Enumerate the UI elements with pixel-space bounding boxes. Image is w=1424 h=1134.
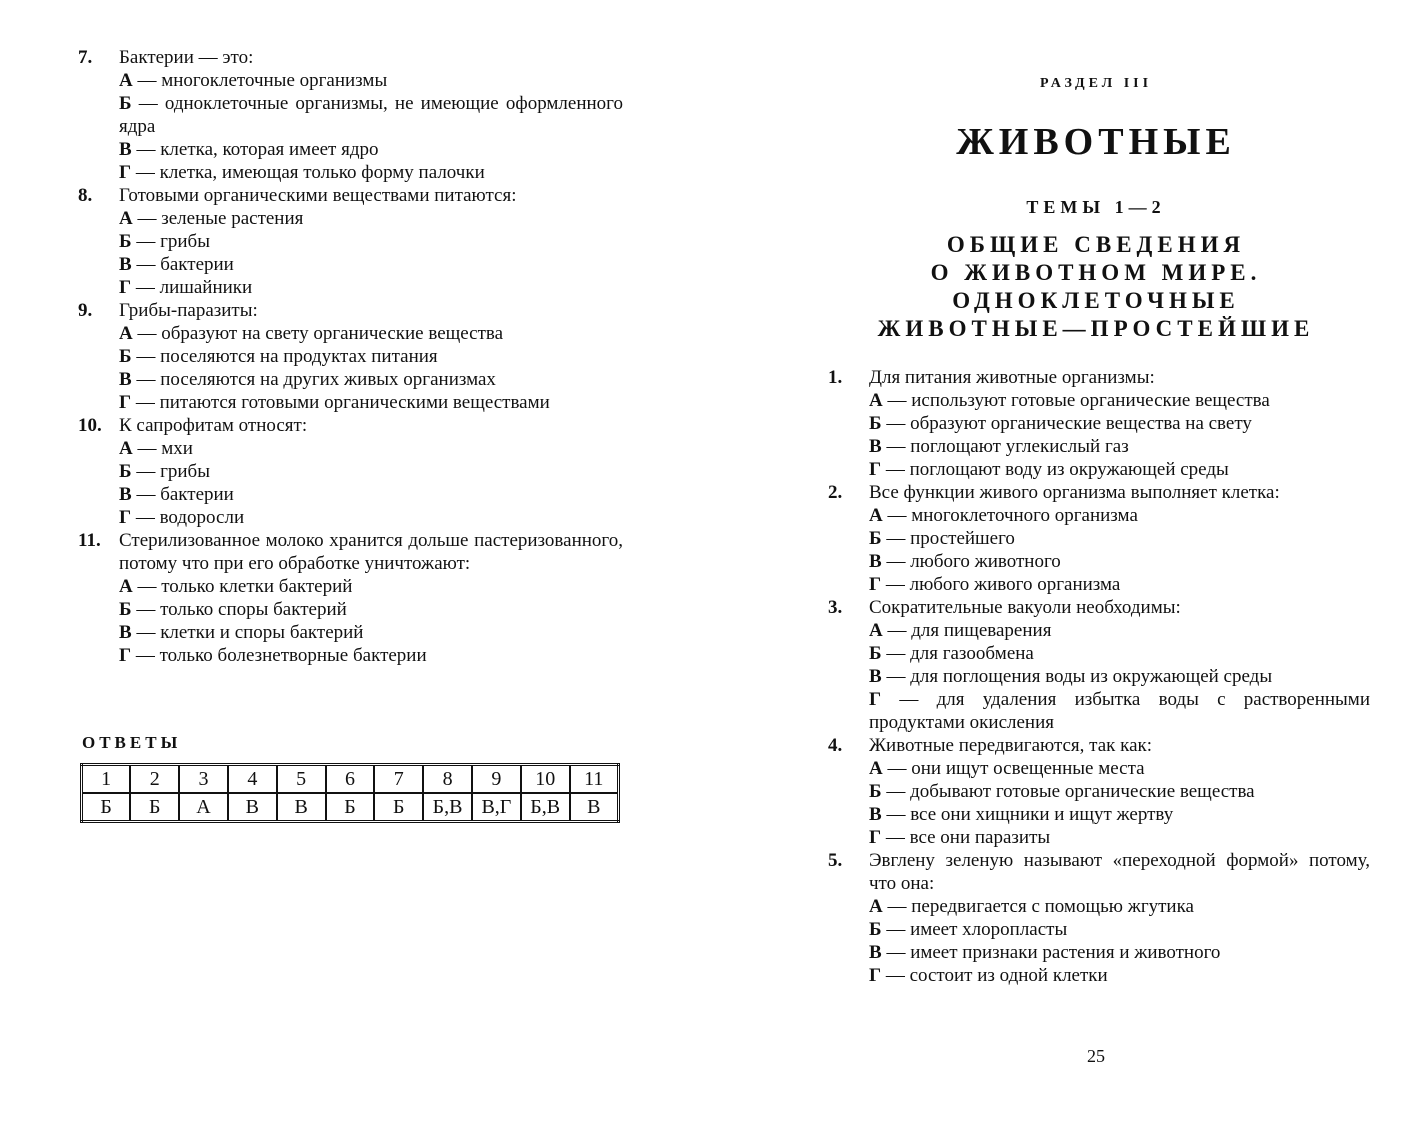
option-text: — поглощают воду из окружающей среды	[885, 459, 1229, 480]
answer-option	[869, 619, 1370, 642]
answers-answer-cell: В,Г	[472, 793, 521, 822]
option-text: — бактерии	[136, 254, 234, 275]
answer-option	[119, 368, 623, 391]
question-number: 9.	[78, 300, 93, 321]
option-letter: А	[119, 576, 133, 597]
answers-number-cell: 1	[82, 765, 131, 794]
option-letter: Б	[119, 231, 132, 252]
option-text: — мхи	[137, 438, 193, 459]
topics-label: ТЕМЫ 1—2	[1026, 197, 1166, 217]
answers-answer-cell: В	[228, 793, 277, 822]
question-text: Сократительные вакуоли необходимы:	[869, 597, 1181, 618]
right-page	[712, 0, 1424, 1134]
option-letter: А	[119, 208, 133, 229]
option-text: — поселяются на продуктах питания	[136, 346, 438, 367]
section-label: РАЗДЕЛ III	[1039, 76, 1153, 91]
answers-answer-cell: Б	[374, 793, 423, 822]
answers-answer-cell: Б,В	[423, 793, 472, 822]
answer-option	[119, 253, 623, 276]
option-letter: Б	[119, 93, 132, 114]
answer-option	[119, 460, 623, 483]
answer-option	[869, 389, 1370, 412]
option-letter: А	[869, 390, 883, 411]
answers-number-cell: 7	[374, 765, 423, 794]
answer-option	[119, 161, 623, 184]
option-text: — для газообмена	[886, 643, 1034, 664]
option-letter: Б	[869, 919, 882, 940]
option-letter: В	[119, 369, 132, 390]
answers-answer-cell: В	[570, 793, 619, 822]
answer-option	[869, 757, 1370, 780]
question-body	[869, 596, 1370, 734]
question-list	[828, 366, 1370, 987]
option-text: — многоклеточного организма	[887, 505, 1138, 526]
question-number: 10.	[78, 415, 102, 436]
option-text: — лишайники	[135, 277, 253, 298]
answer-option	[869, 826, 1370, 849]
answers-number-cell: 10	[521, 765, 570, 794]
answer-option	[869, 918, 1370, 941]
option-text: — имеет хлоропласты	[886, 919, 1068, 940]
option-letter: Г	[869, 827, 882, 848]
answer-option	[869, 964, 1370, 987]
answers-number-row	[82, 765, 619, 794]
option-text: — любого животного	[886, 551, 1061, 572]
option-letter: А	[119, 438, 133, 459]
answers-answer-cell: В	[277, 793, 326, 822]
answer-option	[119, 391, 623, 414]
answer-option	[869, 573, 1370, 596]
question-item	[78, 414, 623, 529]
answer-option	[119, 138, 623, 161]
option-text: — добывают готовые органические вещества	[886, 781, 1255, 802]
question-body	[119, 184, 623, 299]
option-text: — бактерии	[136, 484, 234, 505]
option-text: — состоит из одной клетки	[885, 965, 1108, 986]
question-text: Готовыми органическими веществами питаются:	[119, 185, 517, 206]
option-text: — используют готовые органические вещества	[887, 390, 1270, 411]
option-letter: Г	[869, 965, 882, 986]
question-item	[828, 596, 1370, 734]
question-body	[119, 46, 623, 184]
answers-answer-cell: Б	[130, 793, 179, 822]
option-letter: В	[119, 254, 132, 275]
answers-number-cell: 4	[228, 765, 277, 794]
question-body	[869, 849, 1370, 987]
option-text: — клетка, которая имеет ядро	[136, 139, 379, 160]
answer-option	[119, 483, 623, 506]
answers-answer-cell: Б	[326, 793, 375, 822]
option-text: — для пищеварения	[887, 620, 1052, 641]
option-text: — для удаления избытка воды с растворенными продуктами окисления	[869, 689, 1371, 733]
answer-option	[119, 276, 623, 299]
answer-option	[869, 458, 1370, 481]
question-body	[119, 299, 623, 414]
question-text: Бактерии — это:	[119, 47, 254, 68]
option-letter: Б	[869, 413, 882, 434]
option-letter: А	[119, 70, 133, 91]
question-text: Животные передвигаются, так как:	[869, 735, 1153, 756]
option-text: — зеленые растения	[137, 208, 304, 229]
option-text: — одноклеточные организмы, не имеющие оформленного ядра	[119, 93, 623, 137]
answers-number-cell: 2	[130, 765, 179, 794]
option-letter: В	[119, 622, 132, 643]
option-letter: В	[869, 942, 882, 963]
question-text: К сапрофитам относят:	[119, 415, 308, 436]
question-number: 7.	[78, 47, 93, 68]
option-letter: Г	[119, 645, 132, 666]
answers-number-cell: 11	[570, 765, 619, 794]
answer-option	[869, 941, 1370, 964]
option-letter: Г	[869, 459, 882, 480]
answers-heading: ОТВЕТЫ	[82, 733, 182, 752]
answer-option	[119, 437, 623, 460]
answers-answer-cell: Б,В	[521, 793, 570, 822]
option-text: — простейшего	[886, 528, 1015, 549]
option-text: — только клетки бактерий	[137, 576, 353, 597]
question-item	[78, 299, 623, 414]
answer-option	[869, 688, 1370, 734]
question-number: 3.	[828, 597, 843, 618]
option-text: — имеет признаки растения и животного	[886, 942, 1221, 963]
option-letter: В	[869, 551, 882, 572]
answers-answer-cell: Б	[82, 793, 131, 822]
topic-title-line: ОБЩИЕ СВЕДЕНИЯ	[946, 232, 1246, 257]
option-text: — питаются готовыми органическими веществами	[135, 392, 550, 413]
option-text: — только споры бактерий	[136, 599, 347, 620]
option-letter: Г	[869, 574, 882, 595]
option-text: — поселяются на других живых организмах	[136, 369, 496, 390]
question-body	[869, 734, 1370, 849]
answers-answer-cell: А	[179, 793, 228, 822]
option-letter: Г	[869, 689, 882, 710]
question-item	[828, 734, 1370, 849]
option-text: — образуют на свету органические вещества	[137, 323, 504, 344]
question-list	[78, 46, 623, 667]
option-letter: В	[869, 804, 882, 825]
question-item	[828, 481, 1370, 596]
option-letter: Б	[119, 346, 132, 367]
answers-answer-row	[82, 793, 619, 822]
answer-option	[869, 780, 1370, 803]
option-letter: Г	[119, 507, 132, 528]
answer-option	[119, 207, 623, 230]
question-item	[78, 529, 623, 667]
option-letter: А	[869, 758, 883, 779]
option-letter: А	[869, 620, 883, 641]
option-text: — образуют органические вещества на свету	[886, 413, 1252, 434]
option-text: — они ищут освещенные места	[887, 758, 1145, 779]
option-text: — все они хищники и ищут жертву	[886, 804, 1174, 825]
question-body	[119, 414, 623, 529]
answer-option	[119, 322, 623, 345]
answer-option	[869, 435, 1370, 458]
option-letter: В	[119, 484, 132, 505]
answer-option	[119, 92, 623, 138]
question-text: Стерилизованное молоко хранится дольше пастеризованного, потому что при его обработке уничтожают:	[119, 530, 623, 574]
question-body	[119, 529, 623, 667]
option-text: — любого живого организма	[885, 574, 1121, 595]
option-text: — водоросли	[135, 507, 245, 528]
option-text: — передвигается с помощью жгутика	[887, 896, 1194, 917]
option-letter: Б	[119, 599, 132, 620]
question-item	[828, 366, 1370, 481]
question-number: 11.	[78, 530, 101, 551]
answer-option	[869, 642, 1370, 665]
answers-number-cell: 8	[423, 765, 472, 794]
option-text: — все они паразиты	[885, 827, 1051, 848]
question-number: 1.	[828, 367, 843, 388]
answer-option	[119, 506, 623, 529]
option-text: — грибы	[136, 231, 210, 252]
option-text: — поглощают углекислый газ	[886, 436, 1129, 457]
question-text: Эвглену зеленую называют «переходной формой» потому, что она:	[869, 850, 1370, 894]
question-body	[869, 481, 1370, 596]
option-letter: Б	[869, 781, 882, 802]
option-text: — только болезнетворные бактерии	[135, 645, 427, 666]
question-number: 8.	[78, 185, 93, 206]
answer-option	[869, 550, 1370, 573]
option-letter: В	[119, 139, 132, 160]
answer-option	[119, 598, 623, 621]
answer-option	[869, 803, 1370, 826]
option-letter: А	[869, 505, 883, 526]
answers-number-cell: 9	[472, 765, 521, 794]
question-number: 2.	[828, 482, 843, 503]
answer-option	[869, 504, 1370, 527]
question-item	[828, 849, 1370, 987]
topic-title-line: ЖИВОТНЫЕ—ПРОСТЕЙШИЕ	[877, 316, 1315, 341]
question-text: Все функции живого организма выполняет клетка:	[869, 482, 1280, 503]
answer-option	[119, 69, 623, 92]
option-text: — грибы	[136, 461, 210, 482]
option-text: — для поглощения воды из окружающей среды	[886, 666, 1273, 687]
option-letter: А	[119, 323, 133, 344]
answer-option	[869, 665, 1370, 688]
answers-number-cell: 3	[179, 765, 228, 794]
page-number: 25	[1087, 1046, 1105, 1066]
answer-option	[119, 345, 623, 368]
answer-option	[119, 621, 623, 644]
question-number: 5.	[828, 850, 843, 871]
answer-option	[119, 644, 623, 667]
topic-title-line: ОДНОКЛЕТОЧНЫЕ	[952, 288, 1240, 313]
topic-title	[712, 231, 1424, 343]
option-letter: Б	[869, 528, 882, 549]
answer-option	[119, 575, 623, 598]
answers-number-cell: 5	[277, 765, 326, 794]
question-number: 4.	[828, 735, 843, 756]
answers-table	[80, 763, 620, 823]
part-title: ЖИВОТНЫЕ	[956, 121, 1236, 163]
question-body	[869, 366, 1370, 481]
option-text: — многоклеточные организмы	[137, 70, 388, 91]
option-text: — клетка, имеющая только форму палочки	[135, 162, 485, 183]
question-item	[78, 184, 623, 299]
option-letter: Г	[119, 162, 132, 183]
question-text: Для питания животные организмы:	[869, 367, 1155, 388]
answer-option	[869, 527, 1370, 550]
answer-option	[869, 412, 1370, 435]
option-letter: Г	[119, 277, 132, 298]
answer-option	[869, 895, 1370, 918]
option-letter: А	[869, 896, 883, 917]
option-letter: Г	[119, 392, 132, 413]
question-text: Грибы-паразиты:	[119, 300, 258, 321]
option-letter: Б	[869, 643, 882, 664]
answer-option	[119, 230, 623, 253]
option-text: — клетки и споры бактерий	[136, 622, 364, 643]
topic-title-line: О ЖИВОТНОМ МИРЕ.	[930, 260, 1262, 285]
question-item	[78, 46, 623, 184]
option-letter: Б	[119, 461, 132, 482]
option-letter: В	[869, 436, 882, 457]
answers-number-cell: 6	[326, 765, 375, 794]
option-letter: В	[869, 666, 882, 687]
